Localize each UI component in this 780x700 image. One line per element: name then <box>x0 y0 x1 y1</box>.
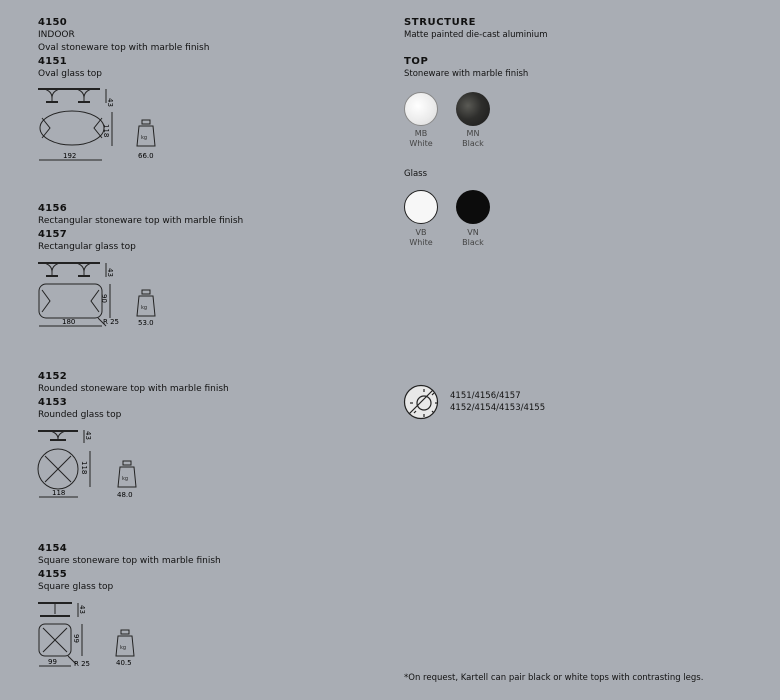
width-dimension: 99 <box>48 658 57 666</box>
width-dimension: 180 <box>62 318 76 326</box>
width-dimension: 118 <box>52 489 66 497</box>
swatch-label: MB White <box>409 129 433 148</box>
product-code: 4153 <box>38 397 68 408</box>
swatch-marble-white[interactable] <box>404 92 438 126</box>
product-code: 4150 <box>38 17 68 28</box>
product-code: 4155 <box>38 569 68 580</box>
product-code: 4156 <box>38 203 68 214</box>
swatch-glass-white[interactable] <box>404 190 438 224</box>
product-description: Square stoneware top with marble finish <box>38 556 221 566</box>
swatch-label: VN Black <box>462 228 484 247</box>
product-block-4152 <box>38 370 368 422</box>
product-block-4150 <box>38 16 368 81</box>
weight-icon <box>137 120 155 146</box>
product-description: Rectangular glass top <box>38 242 136 252</box>
weight-value: 66.0 <box>138 152 154 160</box>
weight-icon <box>137 290 155 316</box>
product-block-4156 <box>38 202 368 254</box>
svg-text:kg: kg <box>141 305 148 311</box>
product-code: 4157 <box>38 229 68 240</box>
depth-dimension: 99 <box>72 634 80 643</box>
outdoor-codes-line: 4152/4154/4153/4155 <box>450 403 546 413</box>
depth-dimension: 118 <box>102 124 110 138</box>
top-section <box>404 55 528 81</box>
product-description: Rectangular stoneware top with marble finish <box>38 216 244 226</box>
svg-text:kg: kg <box>120 645 127 651</box>
product-description: Rounded glass top <box>38 410 122 420</box>
swatch-marble-black[interactable] <box>456 92 490 126</box>
structure-heading: STRUCTURE <box>404 17 477 28</box>
product-block-4154 <box>38 542 368 594</box>
square-table-drawing <box>36 600 176 670</box>
swatch-glass-black[interactable] <box>456 190 490 224</box>
weight-value: 53.0 <box>138 319 154 327</box>
oval-table-drawing <box>36 86 176 164</box>
structure-text: Matte painted die-cast aluminium <box>404 30 548 40</box>
weight-value: 40.5 <box>116 659 132 667</box>
structure-section <box>404 16 548 42</box>
product-code: 4152 <box>38 371 68 382</box>
product-category: INDOOR <box>38 30 75 40</box>
height-dimension: 43 <box>78 605 86 614</box>
round-table-drawing <box>36 427 176 502</box>
swatch-label: VB White <box>409 228 433 247</box>
product-description: Square glass top <box>38 582 114 592</box>
height-dimension: 43 <box>106 268 114 277</box>
height-dimension: 43 <box>84 431 92 440</box>
weight-icon <box>118 461 136 487</box>
sun-icon <box>403 384 439 420</box>
svg-text:kg: kg <box>122 476 129 482</box>
product-description: Oval glass top <box>38 69 103 79</box>
weight-value: 48.0 <box>117 491 133 499</box>
depth-dimension: 90 <box>100 294 108 303</box>
corner-radius: R 25 <box>74 660 90 668</box>
stoneware-label: Stoneware with marble finish <box>404 69 529 79</box>
height-dimension: 43 <box>106 98 114 107</box>
glass-label: Glass <box>404 169 428 179</box>
depth-dimension: 118 <box>80 461 88 475</box>
weight-icon <box>116 630 134 656</box>
product-description: Rounded stoneware top with marble finish <box>38 384 229 394</box>
width-dimension: 192 <box>63 152 77 160</box>
top-heading: TOP <box>404 56 429 67</box>
footnote: *On request, Kartell can pair black or white tops with contrasting legs. <box>404 673 704 683</box>
product-code: 4151 <box>38 56 68 67</box>
corner-radius: R 25 <box>103 318 119 326</box>
rectangular-table-drawing <box>36 260 176 330</box>
outdoor-codes-line: 4151/4156/4157 <box>450 391 521 401</box>
product-code: 4154 <box>38 543 68 554</box>
swatch-label: MN Black <box>462 129 484 148</box>
svg-text:kg: kg <box>141 135 148 141</box>
product-description: Oval stoneware top with marble finish <box>38 43 210 53</box>
outdoor-codes <box>450 390 545 414</box>
